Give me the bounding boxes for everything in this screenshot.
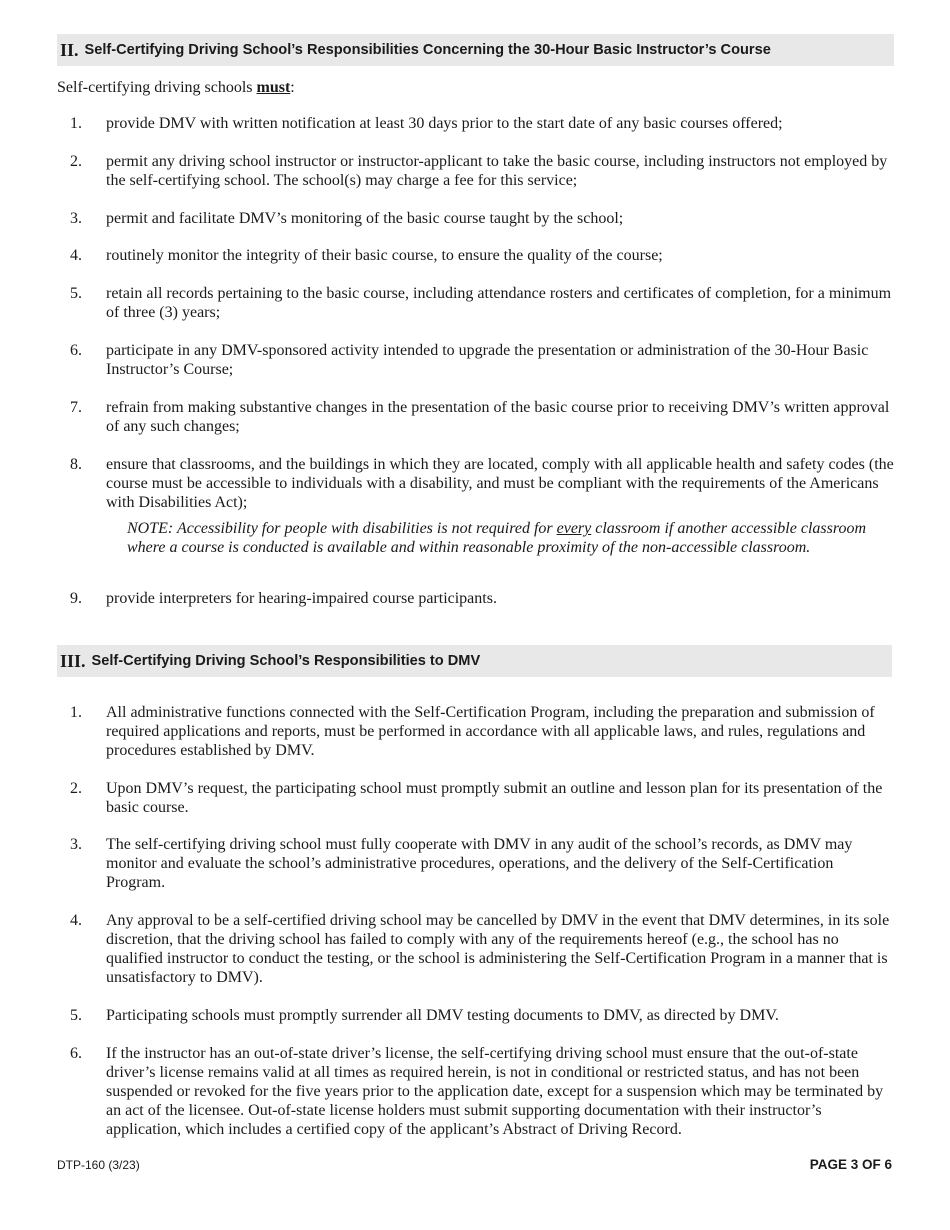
section-2-header [57, 34, 894, 66]
accessibility-note: NOTE: Accessibility for people with disabilities is not required for every classroom if another accessible classroom where a course is conducted is available and within reasonable proximity of the non-accessible classroom. [127, 520, 867, 556]
section-3-header [57, 645, 892, 677]
section-2-number: II. [60, 39, 79, 60]
every-emphasis: every [556, 520, 592, 537]
section-3-title: Self-Certifying Driving School’s Responsibilities to DMV [91, 653, 481, 669]
form-id: DTP-160 (3/23) [57, 1158, 140, 1172]
must-emphasis: must [256, 79, 291, 96]
section-2-title: Self-Certifying Driving School’s Responsibilities Concerning the 30-Hour Basic Instructor’s Course [84, 42, 771, 58]
page-number: PAGE 3 OF 6 [809, 1157, 892, 1172]
section-2-intro: Self-certifying driving schools must: [57, 79, 295, 96]
section-3-number: III. [60, 650, 86, 671]
